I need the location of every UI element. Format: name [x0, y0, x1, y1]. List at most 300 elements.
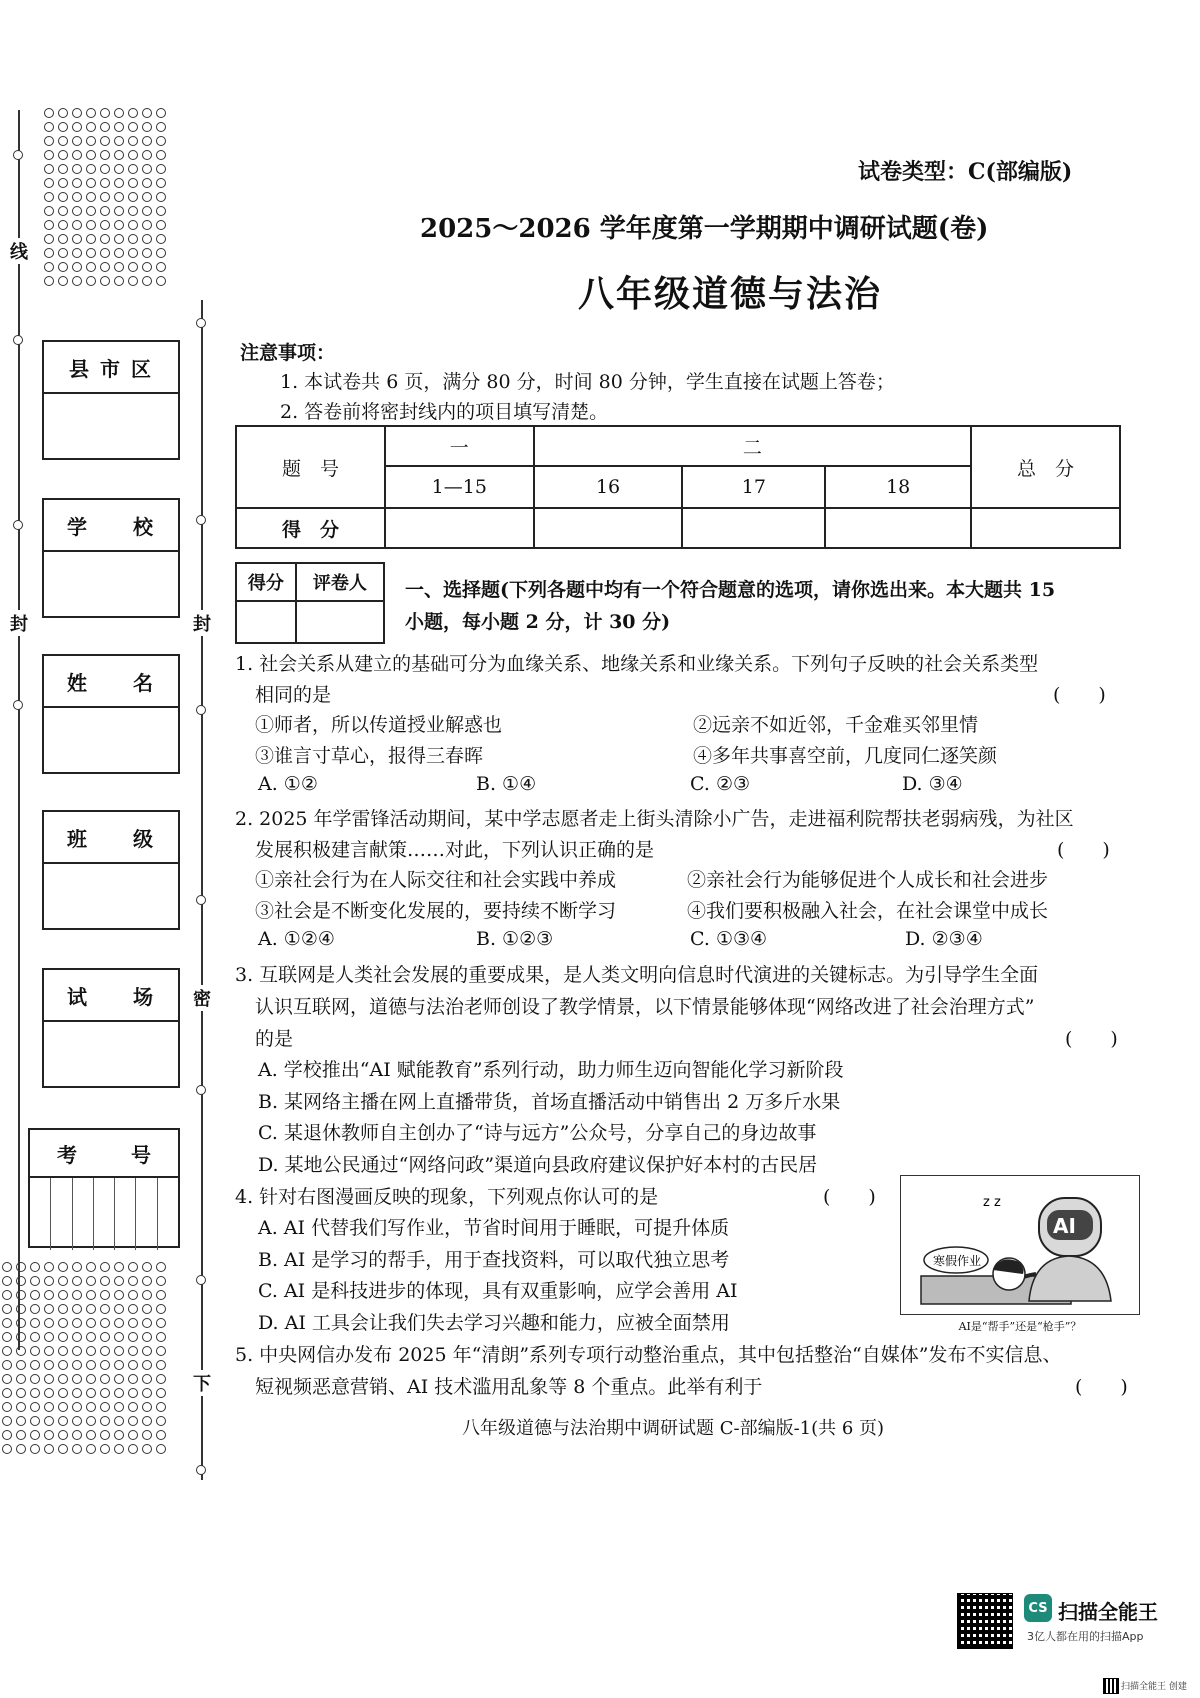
binding-dot [44, 164, 54, 174]
binding-dot [30, 1332, 40, 1342]
info-box-class [42, 810, 180, 930]
binding-dot [142, 234, 152, 244]
binding-dot [156, 1402, 166, 1412]
binding-dot [2, 1430, 12, 1440]
option[interactable]: B. 某网络主播在网上直播带货，首场直播活动中销售出 2 万多斤水果 [258, 1091, 841, 1113]
binding-dot [2, 1416, 12, 1426]
binding-dot [30, 1318, 40, 1328]
info-label-county: 县 市 区 [44, 342, 178, 394]
binding-dot [72, 122, 82, 132]
binding-dot [156, 1290, 166, 1300]
binding-dot [44, 1290, 54, 1300]
option[interactable]: B. AI 是学习的帮手，用于查找资料，可以取代独立思考 [258, 1249, 730, 1271]
binding-dot [128, 1416, 138, 1426]
page-footer: 八年级道德与法治期中调研试题 C-部编版-1(共 6 页) [462, 1418, 885, 1439]
binding-dot [86, 1360, 96, 1370]
info-label-exam-number [30, 1130, 178, 1178]
binding-dot [100, 206, 110, 216]
binding-dot [128, 1276, 138, 1286]
binding-dot [44, 1416, 54, 1426]
seal-line-right [201, 300, 203, 1480]
grader-table [235, 562, 385, 644]
exam-number-char: 号 [131, 1142, 151, 1167]
question-stem: 1. 社会关系从建立的基础可分为血缘关系、地缘关系和业缘关系。下列句子反映的社会关系类型 [235, 653, 1039, 675]
binding-dot [100, 108, 110, 118]
score-cell[interactable] [971, 508, 1120, 548]
score-col: 18 [825, 466, 971, 508]
binding-dot [72, 150, 82, 160]
binding-dot [100, 150, 110, 160]
binding-dot [44, 1444, 54, 1454]
answer-bracket[interactable]: ( ) [1065, 1028, 1118, 1050]
binding-dot [100, 1374, 110, 1384]
option[interactable]: A. ①② [258, 773, 318, 795]
binding-dot [72, 108, 82, 118]
binding-dot [100, 262, 110, 272]
info-field-school[interactable] [44, 552, 178, 616]
binding-dot [58, 234, 68, 244]
binding-dot [72, 1430, 82, 1440]
binding-dot [128, 1388, 138, 1398]
binding-dot [30, 1304, 40, 1314]
binding-dot [58, 1332, 68, 1342]
seal-char-mi: 密 [193, 985, 211, 1011]
binding-dot [44, 1304, 54, 1314]
binding-dot [114, 1276, 124, 1286]
binding-dot [44, 1402, 54, 1412]
binding-dot [44, 276, 54, 286]
binding-dot [128, 1332, 138, 1342]
binding-dot [156, 1388, 166, 1398]
binding-dot [156, 1304, 166, 1314]
binding-dot [114, 1388, 124, 1398]
binding-dot [2, 1444, 12, 1454]
binding-dot [72, 220, 82, 230]
exam-number-char: 考 [57, 1142, 77, 1167]
option[interactable]: D. ③④ [902, 773, 963, 795]
binding-dot [142, 262, 152, 272]
binding-dot [72, 1402, 82, 1412]
binding-dot [128, 1444, 138, 1454]
binding-dot [86, 1318, 96, 1328]
binding-dot [128, 164, 138, 174]
binding-dot [128, 136, 138, 146]
binding-dot [128, 1402, 138, 1412]
binding-dot [86, 1416, 96, 1426]
binding-dot [58, 1416, 68, 1426]
question-stem: 发展积极建言献策……对此，下列认识正确的是 [255, 839, 655, 861]
score-part2: 二 [534, 426, 971, 466]
binding-dot [114, 1262, 124, 1272]
binding-dot [100, 1444, 110, 1454]
score-cell[interactable] [534, 508, 683, 548]
binding-dot [128, 234, 138, 244]
info-box-county [42, 340, 180, 460]
binding-dot [58, 1360, 68, 1370]
binding-dot [44, 220, 54, 230]
scanner-tiny: 扫描全能王 创建 [1121, 1682, 1187, 1692]
statement: ④多年共事喜空前，几度同仁逐笑颜 [693, 745, 998, 767]
binding-dot [114, 1374, 124, 1384]
statement: ④我们要积极融入社会，在社会课堂中成长 [687, 900, 1049, 922]
info-field-class[interactable] [44, 864, 178, 928]
question-stem: 相同的是 [255, 684, 332, 706]
binding-dot [142, 1318, 152, 1328]
binding-dot [72, 248, 82, 258]
binding-dot [2, 1332, 12, 1342]
binding-dot [100, 1332, 110, 1342]
binding-dot [128, 192, 138, 202]
info-label-room: 试 场 [44, 970, 178, 1022]
binding-dot [114, 220, 124, 230]
binding-dot [156, 150, 166, 160]
binding-dot [142, 164, 152, 174]
binding-dot [72, 276, 82, 286]
binding-dot [100, 1416, 110, 1426]
paper-title: 2025～2026 学年度第一学期期中调研试题(卷) [420, 214, 989, 244]
option[interactable]: A. AI 代替我们写作业，节省时间用于睡眠，可提升体质 [258, 1217, 730, 1239]
binding-dot [72, 262, 82, 272]
binding-dot [142, 1360, 152, 1370]
binding-dot [142, 136, 152, 146]
binding-dot [44, 206, 54, 216]
cartoon-ai-label: AI [1053, 1214, 1076, 1238]
grader-cell[interactable] [296, 601, 384, 643]
option[interactable]: A. 学校推出“AI 赋能教育”系列行动，助力师生迈向智能化学习新阶段 [258, 1059, 844, 1081]
binding-dot [30, 1430, 40, 1440]
info-box-school [42, 498, 180, 618]
notice-item: 2. 答卷前将密封线内的项目填写清楚。 [280, 401, 609, 423]
binding-dot [86, 276, 96, 286]
binding-dot [58, 1290, 68, 1300]
binding-dot [156, 234, 166, 244]
question-stem: 的是 [255, 1028, 294, 1050]
answer-bracket[interactable]: ( ) [1057, 839, 1110, 861]
info-field-name[interactable] [44, 708, 178, 772]
option[interactable]: C. 某退休教师自主创办了“诗与远方”公众号，分享自己的身边故事 [258, 1122, 817, 1144]
binding-dot [72, 206, 82, 216]
binding-dot [86, 1374, 96, 1384]
binding-dot [114, 248, 124, 258]
binding-dot [58, 150, 68, 160]
binding-dot [86, 164, 96, 174]
binding-dot [156, 248, 166, 258]
binding-dot [58, 220, 68, 230]
binding-dot [30, 1290, 40, 1300]
binding-dot [86, 192, 96, 202]
option[interactable]: D. ②③④ [905, 928, 983, 950]
binding-dot [100, 1430, 110, 1440]
binding-dot [100, 1388, 110, 1398]
binding-dot [128, 220, 138, 230]
binding-dot [2, 1388, 12, 1398]
binding-dot [114, 136, 124, 146]
binding-dot [100, 1318, 110, 1328]
info-label-school: 学 校 [44, 500, 178, 552]
seal-ring [196, 895, 206, 905]
question-stem: 短视频恶意营销、AI 技术滥用乱象等 8 个重点。此举有利于 [255, 1376, 763, 1398]
binding-dot [142, 1332, 152, 1342]
binding-dot [30, 1276, 40, 1286]
scanner-name: 扫描全能王 [1058, 1600, 1158, 1624]
binding-dot [142, 206, 152, 216]
binding-dot [142, 1304, 152, 1314]
binding-dot [114, 108, 124, 118]
binding-dot [156, 108, 166, 118]
score-cell[interactable] [682, 508, 825, 548]
binding-dot [72, 136, 82, 146]
binding-dot [2, 1374, 12, 1384]
binding-dot [86, 262, 96, 272]
binding-dot [142, 1402, 152, 1412]
binding-dot [86, 1332, 96, 1342]
binding-dot [44, 1430, 54, 1440]
binding-dot [156, 1262, 166, 1272]
info-box-exam-number [28, 1128, 180, 1248]
binding-dot [72, 164, 82, 174]
binding-dot [44, 262, 54, 272]
score-cell[interactable] [385, 508, 534, 548]
binding-dot [114, 1444, 124, 1454]
paper-type: 试卷类型：C(部编版) [858, 159, 1073, 185]
binding-dot [142, 1290, 152, 1300]
question-stem: 4. 针对右图漫画反映的现象，下列观点你认可的是 [235, 1186, 659, 1208]
grader-score-cell[interactable] [236, 601, 296, 643]
scanner-logo-icon: CS [1024, 1594, 1052, 1622]
binding-dot [156, 1360, 166, 1370]
binding-dot [142, 220, 152, 230]
binding-dot [100, 248, 110, 258]
binding-dot [16, 1388, 26, 1398]
option[interactable]: B. ①②③ [476, 928, 554, 950]
binding-dot [128, 262, 138, 272]
question-stem: 3. 互联网是人类社会发展的重要成果，是人类文明向信息时代演进的关键标志。为引导学生全面 [235, 964, 1039, 986]
binding-dot [128, 1290, 138, 1300]
binding-dot [58, 276, 68, 286]
binding-dot [142, 178, 152, 188]
ai-cartoon [900, 1175, 1140, 1315]
binding-dot [156, 1318, 166, 1328]
score-col: 17 [682, 466, 825, 508]
binding-dot [114, 1360, 124, 1370]
cartoon-sleep: z z [983, 1195, 1001, 1210]
cartoon-sign: 寒假作业 [933, 1254, 982, 1268]
binding-dot [30, 1262, 40, 1272]
binding-dot [44, 1262, 54, 1272]
binding-dot [114, 164, 124, 174]
binding-dot [2, 1304, 12, 1314]
binding-dot [128, 1304, 138, 1314]
binding-dot [128, 1430, 138, 1440]
binding-dot [100, 136, 110, 146]
binding-dot [30, 1416, 40, 1426]
binding-dot [156, 1374, 166, 1384]
grader-score-label: 得分 [236, 563, 296, 601]
binding-dot [72, 1332, 82, 1342]
binding-dot [100, 276, 110, 286]
seal-char-feng-right: 封 [193, 610, 211, 636]
binding-dot [44, 1388, 54, 1398]
binding-dot [72, 1416, 82, 1426]
binding-dot [100, 1290, 110, 1300]
seal-ring [196, 1085, 206, 1095]
info-field-county[interactable] [44, 394, 178, 458]
notice-item: 1. 本试卷共 6 页，满分 80 分，时间 80 分钟，学生直接在试题上答卷； [280, 371, 895, 393]
option[interactable]: C. AI 是科技进步的体现，具有双重影响，应学会善用 AI [258, 1280, 738, 1302]
binding-dot [100, 1276, 110, 1286]
binding-dot [156, 122, 166, 132]
binding-dot [72, 1318, 82, 1328]
binding-dot [156, 1276, 166, 1286]
binding-dot [58, 122, 68, 132]
binding-dot [44, 192, 54, 202]
binding-dot [16, 1360, 26, 1370]
binding-dot [128, 122, 138, 132]
info-box-room [42, 968, 180, 1088]
question-stem: 5. 中央网信办发布 2025 年“清朗”系列专项行动整治重点，其中包括整治“自媒体”发布不实信息、 [235, 1344, 1062, 1366]
option[interactable]: A. ①②④ [258, 928, 335, 950]
option[interactable]: D. 某地公民通过“网络问政”渠道向县政府建议保护好本村的古民居 [258, 1154, 818, 1176]
binding-dot [2, 1318, 12, 1328]
binding-dot [30, 1360, 40, 1370]
score-col: 16 [534, 466, 683, 508]
binding-dot [114, 1318, 124, 1328]
statement: ③社会是不断变化发展的，要持续不断学习 [255, 900, 617, 922]
binding-dot [156, 1416, 166, 1426]
binding-dot [30, 1444, 40, 1454]
binding-dot [142, 122, 152, 132]
binding-dot [100, 1346, 110, 1356]
answer-bracket[interactable]: ( ) [1053, 684, 1106, 706]
seal-char-xian: 线 [10, 238, 28, 264]
binding-dot [156, 220, 166, 230]
binding-dot [114, 234, 124, 244]
binding-dot [58, 1444, 68, 1454]
binding-dot [100, 122, 110, 132]
binding-dot [86, 206, 96, 216]
binding-dot [86, 122, 96, 132]
binding-dot [44, 178, 54, 188]
notice-heading: 注意事项： [240, 342, 336, 364]
section1-heading: 小题，每小题 2 分，计 30 分) [405, 611, 671, 633]
binding-dot [156, 1444, 166, 1454]
score-row-label: 得 分 [236, 508, 385, 548]
question-stem: 2. 2025 年学雷锋活动期间，某中学志愿者走上街头清除小广告，走进福利院帮扶老弱病残，为社区 [235, 808, 1074, 830]
binding-dot [100, 1360, 110, 1370]
binding-dot [86, 1304, 96, 1314]
seal-ring [196, 515, 206, 525]
binding-dot [58, 178, 68, 188]
binding-dot [128, 1360, 138, 1370]
binding-dot [100, 1304, 110, 1314]
binding-dot [128, 1346, 138, 1356]
binding-dot [100, 192, 110, 202]
info-label-class: 班 级 [44, 812, 178, 864]
binding-dot [128, 178, 138, 188]
option[interactable]: C. ①③④ [690, 928, 768, 950]
ai-cartoon-drawing [901, 1176, 1138, 1313]
binding-dot [2, 1262, 12, 1272]
binding-dot [58, 1346, 68, 1356]
binding-dot [142, 1430, 152, 1440]
binding-dot [142, 1388, 152, 1398]
binding-dot [44, 1374, 54, 1384]
binding-dot [156, 192, 166, 202]
seal-ring [196, 1465, 206, 1475]
binding-dot [114, 1430, 124, 1440]
binding-dot [100, 220, 110, 230]
seal-ring [13, 520, 23, 530]
binding-dot [86, 136, 96, 146]
binding-dot [86, 248, 96, 258]
statement: ③谁言寸草心，报得三春晖 [255, 745, 484, 767]
binding-dot [58, 1262, 68, 1272]
score-col: 1—15 [385, 466, 534, 508]
binding-dot [128, 108, 138, 118]
option[interactable]: C. ②③ [690, 773, 751, 795]
binding-dot [100, 178, 110, 188]
binding-dot [72, 1360, 82, 1370]
score-part1: 一 [385, 426, 534, 466]
option[interactable]: D. AI 工具会让我们失去学习兴趣和能力，应被全面禁用 [258, 1312, 730, 1334]
score-cell[interactable] [825, 508, 971, 548]
seal-ring [13, 700, 23, 710]
binding-dot [72, 1388, 82, 1398]
binding-dot [142, 248, 152, 258]
binding-dot [58, 1388, 68, 1398]
binding-dot [30, 1402, 40, 1412]
binding-dot [72, 1262, 82, 1272]
binding-dot [142, 1276, 152, 1286]
binding-dot [44, 1346, 54, 1356]
binding-dot [142, 1374, 152, 1384]
binding-dot [114, 150, 124, 160]
scanner-slogan: 3亿人都在用的扫描App [1027, 1630, 1144, 1643]
binding-dot [2, 1290, 12, 1300]
seal-line-left [18, 110, 20, 1350]
binding-dot [156, 164, 166, 174]
answer-bracket[interactable]: ( ) [1075, 1376, 1128, 1398]
binding-dot [86, 220, 96, 230]
binding-dot [30, 1346, 40, 1356]
seal-char-feng-left: 封 [10, 610, 28, 636]
statement: ①师者，所以传道授业解惑也 [255, 714, 503, 736]
exam-number-grid[interactable] [30, 1178, 178, 1250]
binding-dot [114, 1304, 124, 1314]
info-field-room[interactable] [44, 1022, 178, 1086]
binding-dot [128, 1262, 138, 1272]
binding-dot [44, 122, 54, 132]
binding-dot [128, 150, 138, 160]
binding-dot [114, 192, 124, 202]
binding-dot [44, 1276, 54, 1286]
binding-dot [156, 262, 166, 272]
binding-dot [156, 178, 166, 188]
seal-ring [196, 318, 206, 328]
binding-dot [86, 1388, 96, 1398]
answer-bracket[interactable]: ( ) [823, 1186, 876, 1208]
binding-dot [142, 150, 152, 160]
binding-dot [86, 178, 96, 188]
binding-dot [72, 1374, 82, 1384]
binding-dot [58, 1304, 68, 1314]
binding-dot [128, 248, 138, 258]
option[interactable]: B. ①④ [476, 773, 537, 795]
binding-dot [30, 1374, 40, 1384]
binding-dot [16, 1374, 26, 1384]
seal-char-xia: 下 [193, 1370, 211, 1396]
binding-dot [44, 1318, 54, 1328]
